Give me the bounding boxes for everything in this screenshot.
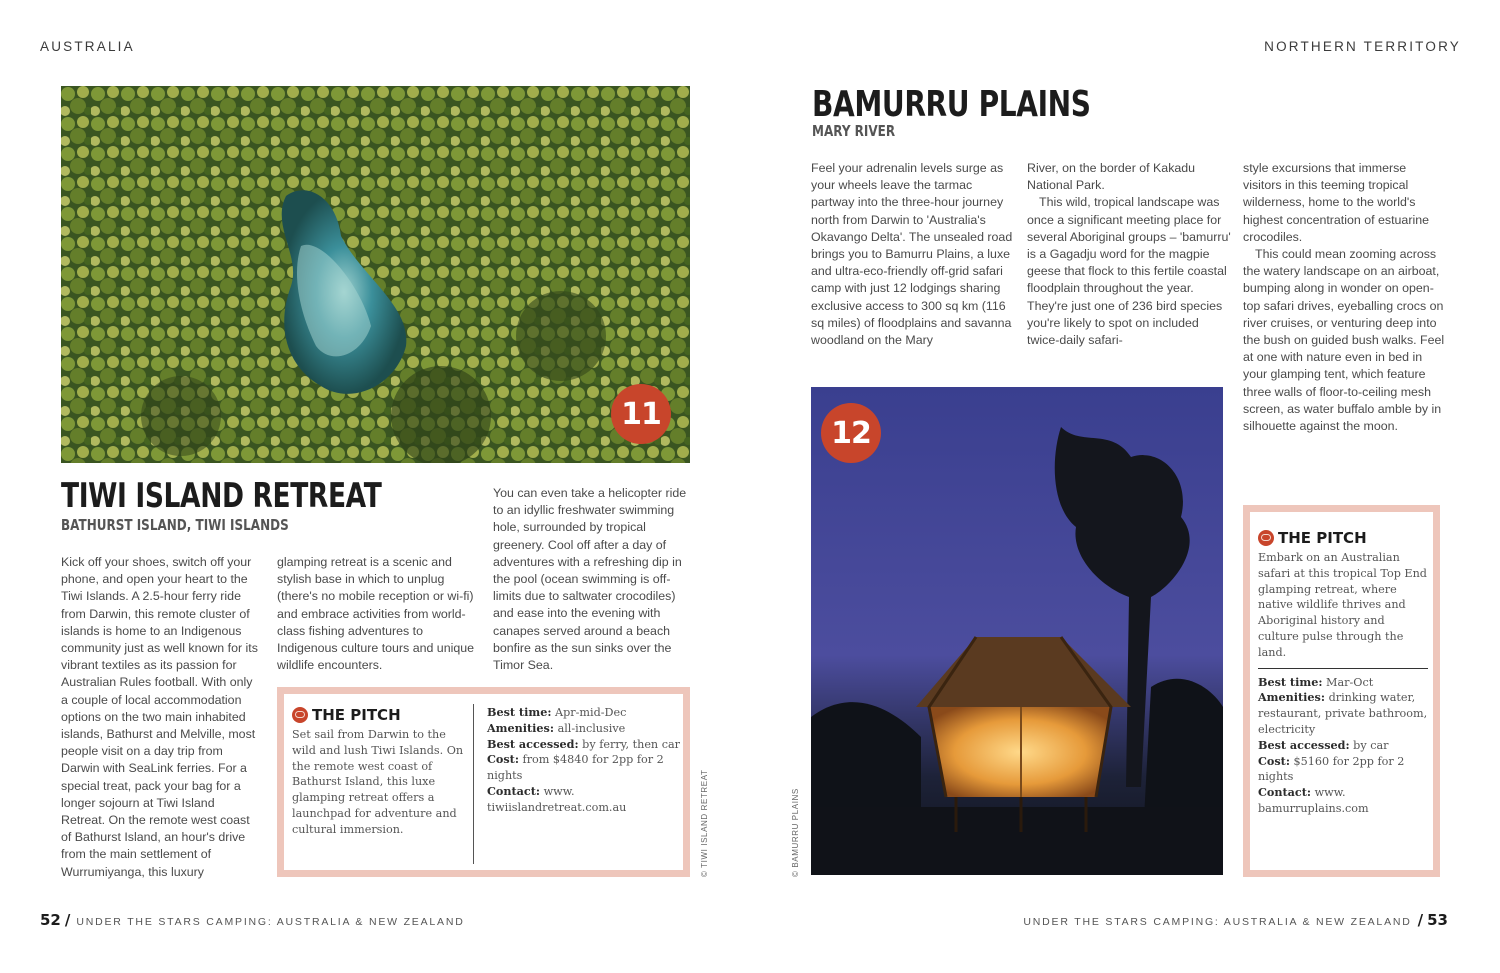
- camera-icon: [292, 707, 308, 723]
- pitch-box-right: [1243, 505, 1440, 877]
- bamurru-tent-photo: [811, 387, 1223, 875]
- page-number: 52: [40, 911, 61, 929]
- pitch-divider: [1258, 668, 1428, 669]
- fact-best-accessed: Best accessed: by car: [1258, 737, 1389, 752]
- fact-contact: Contact: www. tiwiislandretreat.com.au: [487, 783, 627, 814]
- fact-amenities: Amenities: all-inclusive: [487, 720, 626, 735]
- fact-best-time: Best time: Mar-Oct: [1258, 674, 1374, 689]
- pitch-text: Embark on an Australian safari at this tropical Top End glamping retreat, where native wildlife thrives and Aboriginal history and culture pulse through the land.: [1258, 551, 1427, 659]
- fact-cost: Cost: from $4840 for 2pp for 2 nights: [487, 752, 664, 783]
- body-column-3: You can even take a helicopter ride to an idyllic freshwater swimming hole, surrounded by tropical greenery. Cool off after a day of adventures with a refreshing dip in the pool (ocean swimming is off-limits due to saltwater crocodiles) and ease into the evening with canapes served around a beach bonfire as the sun sinks over the Timor Sea.: [493, 486, 687, 673]
- pitch-box-left: [277, 687, 690, 877]
- pitch-heading: THE PITCH: [292, 706, 472, 724]
- body-column-2: River, on the border of Kakadu National Park. This wild, tropical landscape was once a significant meeting place for several Aboriginal groups – 'bamurru' is a Gagadju word for the magpie geese that flock to this fertile coastal floodplain throughout the year. They're just one of 236 bird species you're likely to spot on included twice-daily safari-: [1027, 161, 1231, 348]
- fact-amenities: Amenities: drinking water, restaurant, private bathroom, electricity: [1258, 690, 1428, 736]
- running-head-right: NORTHERN TERRITORY: [1264, 39, 1461, 54]
- entry-badge-12: 12: [819, 401, 883, 465]
- entry-title: BAMURRU PLAINS: [812, 84, 1091, 125]
- book-title: UNDER THE STARS CAMPING: AUSTRALIA & NEW ZEALAND: [1023, 916, 1412, 928]
- fact-contact: Contact: www. bamurruplains.com: [1258, 785, 1369, 815]
- page-number: 53: [1427, 911, 1448, 929]
- entry-badge-11: 11: [609, 382, 673, 446]
- footer-right: UNDER THE STARS CAMPING: AUSTRALIA & NEW ZEALAND / 53: [1023, 911, 1448, 929]
- photo-credit-right: © BAMURRU PLAINS: [791, 788, 800, 877]
- body-column-2: glamping retreat is a scenic and stylish base in which to unplug (there's no mobile reception or wi-fi) and embrace activities from world-class fishing adventures to Indigenous culture tours and unique wildlife encounters.: [277, 555, 475, 673]
- pitch-divider: [473, 704, 474, 864]
- entry-title: TIWI ISLAND RETREAT: [61, 476, 382, 516]
- fact-best-accessed: Best accessed: by ferry, then car: [487, 736, 680, 751]
- entry-subtitle: BATHURST ISLAND, TIWI ISLANDS: [61, 516, 289, 534]
- running-head-left: AUSTRALIA: [40, 39, 135, 54]
- body-column-3: style excursions that immerse visitors in this teeming tropical wilderness, home to the world's highest concentration of estuarine crocodiles. This could mean zooming across the watery landscape on an airboat, bumping along in wonder on open-top safari drives, eyeballing crocs on river cruises, or venturing deep into the bush on guided bush walks. Feel at one with nature even in bed in your glamping tent, which feature three walls of floor-to-ceiling mesh screen, as water buffalo amble by in silhouette against the moon.: [1243, 161, 1445, 434]
- camera-icon: [1258, 530, 1274, 546]
- footer-left: 52 / UNDER THE STARS CAMPING: AUSTRALIA & NEW ZEALAND: [40, 911, 465, 929]
- fact-cost: Cost: $5160 for 2pp for 2 nights: [1258, 753, 1405, 784]
- forest-pool-image: [61, 86, 690, 463]
- fact-best-time: Best time: Apr-mid-Dec: [487, 705, 627, 719]
- pitch-text: Set sail from Darwin to the wild and lush Tiwi Islands. On the remote west coast of Bathurst Island, this luxe glamping retreat offers a launchpad for adventure and cultural immersion.: [292, 728, 464, 836]
- body-column-1: Kick off your shoes, switch off your phone, and open your heart to the Tiwi Islands. A 2.5-hour ferry ride from Darwin, this remote cluster of islands is home to an Indigenous community just as well known for its vibrant textiles as its passion for Australian Rules football. With only a couple of local accommodation options on the two main inhabited islands, Bathurst and Melville, most people visit on a day trip from Darwin with SeaLink ferries. For a special treat, pack your bag for a longer sojourn at Tiwi Island Retreat. On the remote west coast of Bathurst Island, an hour's drive from the main settlement of Wurrumiyanga, this luxury: [61, 555, 258, 879]
- entry-subtitle: MARY RIVER: [812, 122, 896, 140]
- tiwi-aerial-photo: [61, 86, 690, 463]
- body-column-1: Feel your adrenalin levels surge as your wheels leave the tarmac partway into the three-hour journey north from Darwin to 'Australia's Okavango Delta'. The unsealed road brings you to Bamurru Plains, a luxe and ultra-eco-friendly off-grid safari camp with just 12 lodgings sharing exclusive access to 300 sq km (116 sq miles) of floodplains and savanna woodland on the Mary: [811, 161, 1013, 348]
- pitch-heading: THE PITCH: [1258, 529, 1428, 547]
- pitch-facts: [487, 705, 682, 816]
- pitch-facts: [1258, 675, 1428, 817]
- photo-credit-left: © TIWI ISLAND RETREAT: [700, 769, 709, 877]
- book-title: UNDER THE STARS CAMPING: AUSTRALIA & NEW ZEALAND: [76, 916, 465, 928]
